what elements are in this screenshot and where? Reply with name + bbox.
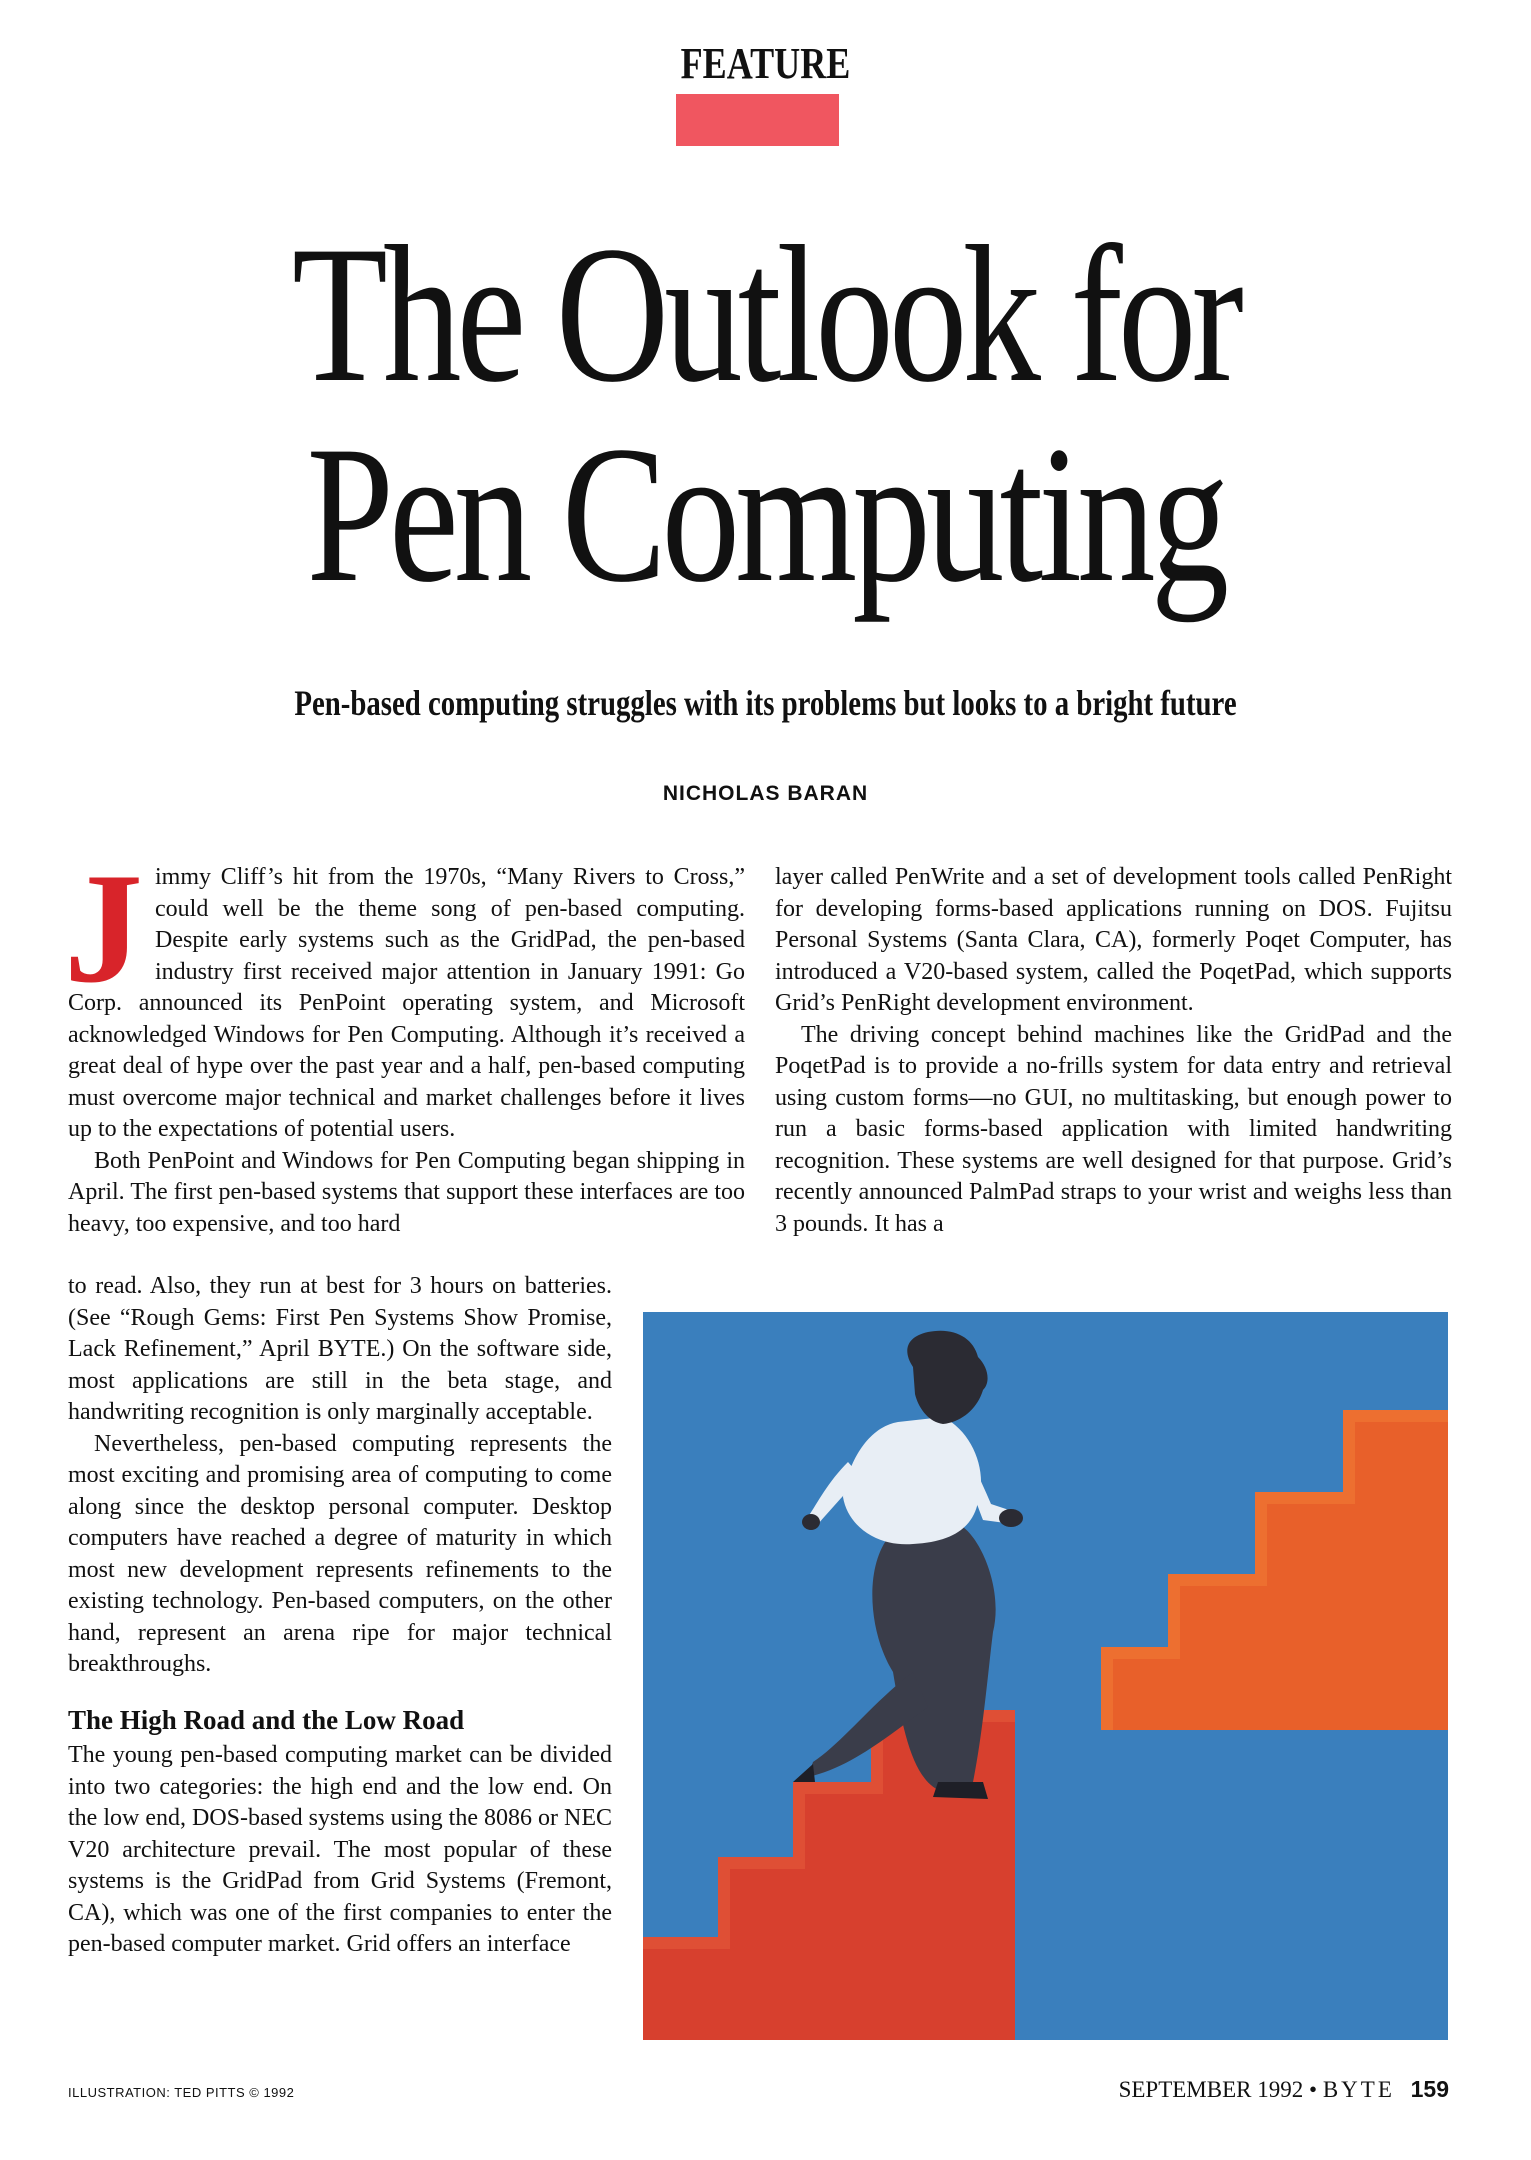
- headline: [153, 206, 1378, 623]
- paragraph-2-part-1: Both PenPoint and Windows for Pen Computing began shipping in April. The first pen-based systems that support these interfaces are too heavy, too expensive, and too hard: [68, 1147, 745, 1237]
- section-kicker: FEATURE: [680, 39, 851, 88]
- stairs-illustration-graphic: [643, 1312, 1448, 2040]
- section-color-bar: [676, 94, 839, 146]
- paragraph-3: Nevertheless, pen-based computing represents the most exciting and promising area of computing to come along since the desktop personal computer. Desktop computers have reached a degree of maturity in which most new development represents refinements to the existing technology. Pen-based computers, on the other hand, represent an arena ripe for major technical breakthroughs.: [68, 1430, 612, 1677]
- drop-cap: J: [64, 841, 143, 1016]
- paragraph-2-part-2: to read. Also, they run at best for 3 hours on batteries. (See “Rough Gems: First Pen Systems Show Promise, Lack Refinement,” April BYTE.) On the software side, most applications are still in the beta stage, and handwriting recognition is only marginally acceptable.: [68, 1273, 612, 1425]
- issue-date: SEPTEMBER 1992: [1118, 2077, 1304, 2102]
- article-column-left-bottom: [68, 1271, 612, 1961]
- paragraph-1-text: immy Cliff’s hit from the 1970s, “Many Rivers to Cross,” could well be the theme song of pen-based computing. Despite early systems such as the GridPad, the pen-based industry first received major attention in January 1991: Go Corp. announced its PenPoint operating system, and Microsoft acknowledged Windows for Pen Computing. Although it’s received a great deal of hype over the past year and a half, pen-based computing must overcome major technical and market challenges before it lives up to the expectations of potential users.: [68, 864, 745, 1142]
- headline-line-2: Pen Computing: [306, 406, 1225, 623]
- paragraph-5: layer called PenWrite and a set of development tools called PenRight for developing forms-based applications running on DOS. Fujitsu Personal Systems (Santa Clara, CA), formerly Poqet Computer, has introduced a V20-based system, called the PoqetPad, which supports Grid’s PenRight development environment.: [775, 864, 1452, 1016]
- headline-line-1: The Outlook for: [292, 206, 1239, 423]
- illustration-credit: ILLUSTRATION: TED PITTS © 1992: [68, 2085, 295, 2100]
- page-footer: [1119, 2076, 1449, 2103]
- paragraph-4: The young pen-based computing market can be divided into two categories: the high end and the low end. On the low end, DOS-based systems using the 8086 or NEC V20 architecture prevail. The most popular of these systems is the GridPad from Grid Systems (Fremont, CA), which was one of the first companies to enter the pen-based computer market. Grid offers an interface: [68, 1742, 612, 1957]
- paragraph-1: [64, 841, 745, 1146]
- man-left-hand: [802, 1514, 820, 1530]
- man-right-hand: [999, 1509, 1023, 1527]
- byline: NICHOLAS BARAN: [662, 782, 869, 805]
- illustration: [643, 1312, 1448, 2040]
- article-column-left-top: [64, 841, 745, 1240]
- magazine-name: BYTE: [1322, 2077, 1395, 2102]
- deck-subtitle: Pen-based computing struggles with its problems but looks to a bright future: [294, 683, 1237, 723]
- man-shoe: [933, 1782, 988, 1799]
- page-number: 159: [1410, 2076, 1449, 2102]
- footer-separator: •: [1309, 2077, 1318, 2102]
- article-column-right: [775, 862, 1452, 1240]
- paragraph-6: The driving concept behind machines like the GridPad and the PoqetPad is to provide a no-frills system for data entry and retrieval using custom forms—no GUI, no multitasking, but enough power to run a basic forms-based application with limited handwriting recognition. These systems are well designed for that purpose. Grid’s recently announced PalmPad straps to your wrist and weighs less than 3 pounds. It has a: [775, 1021, 1452, 1237]
- section-subhead: The High Road and the Low Road: [68, 1704, 465, 1735]
